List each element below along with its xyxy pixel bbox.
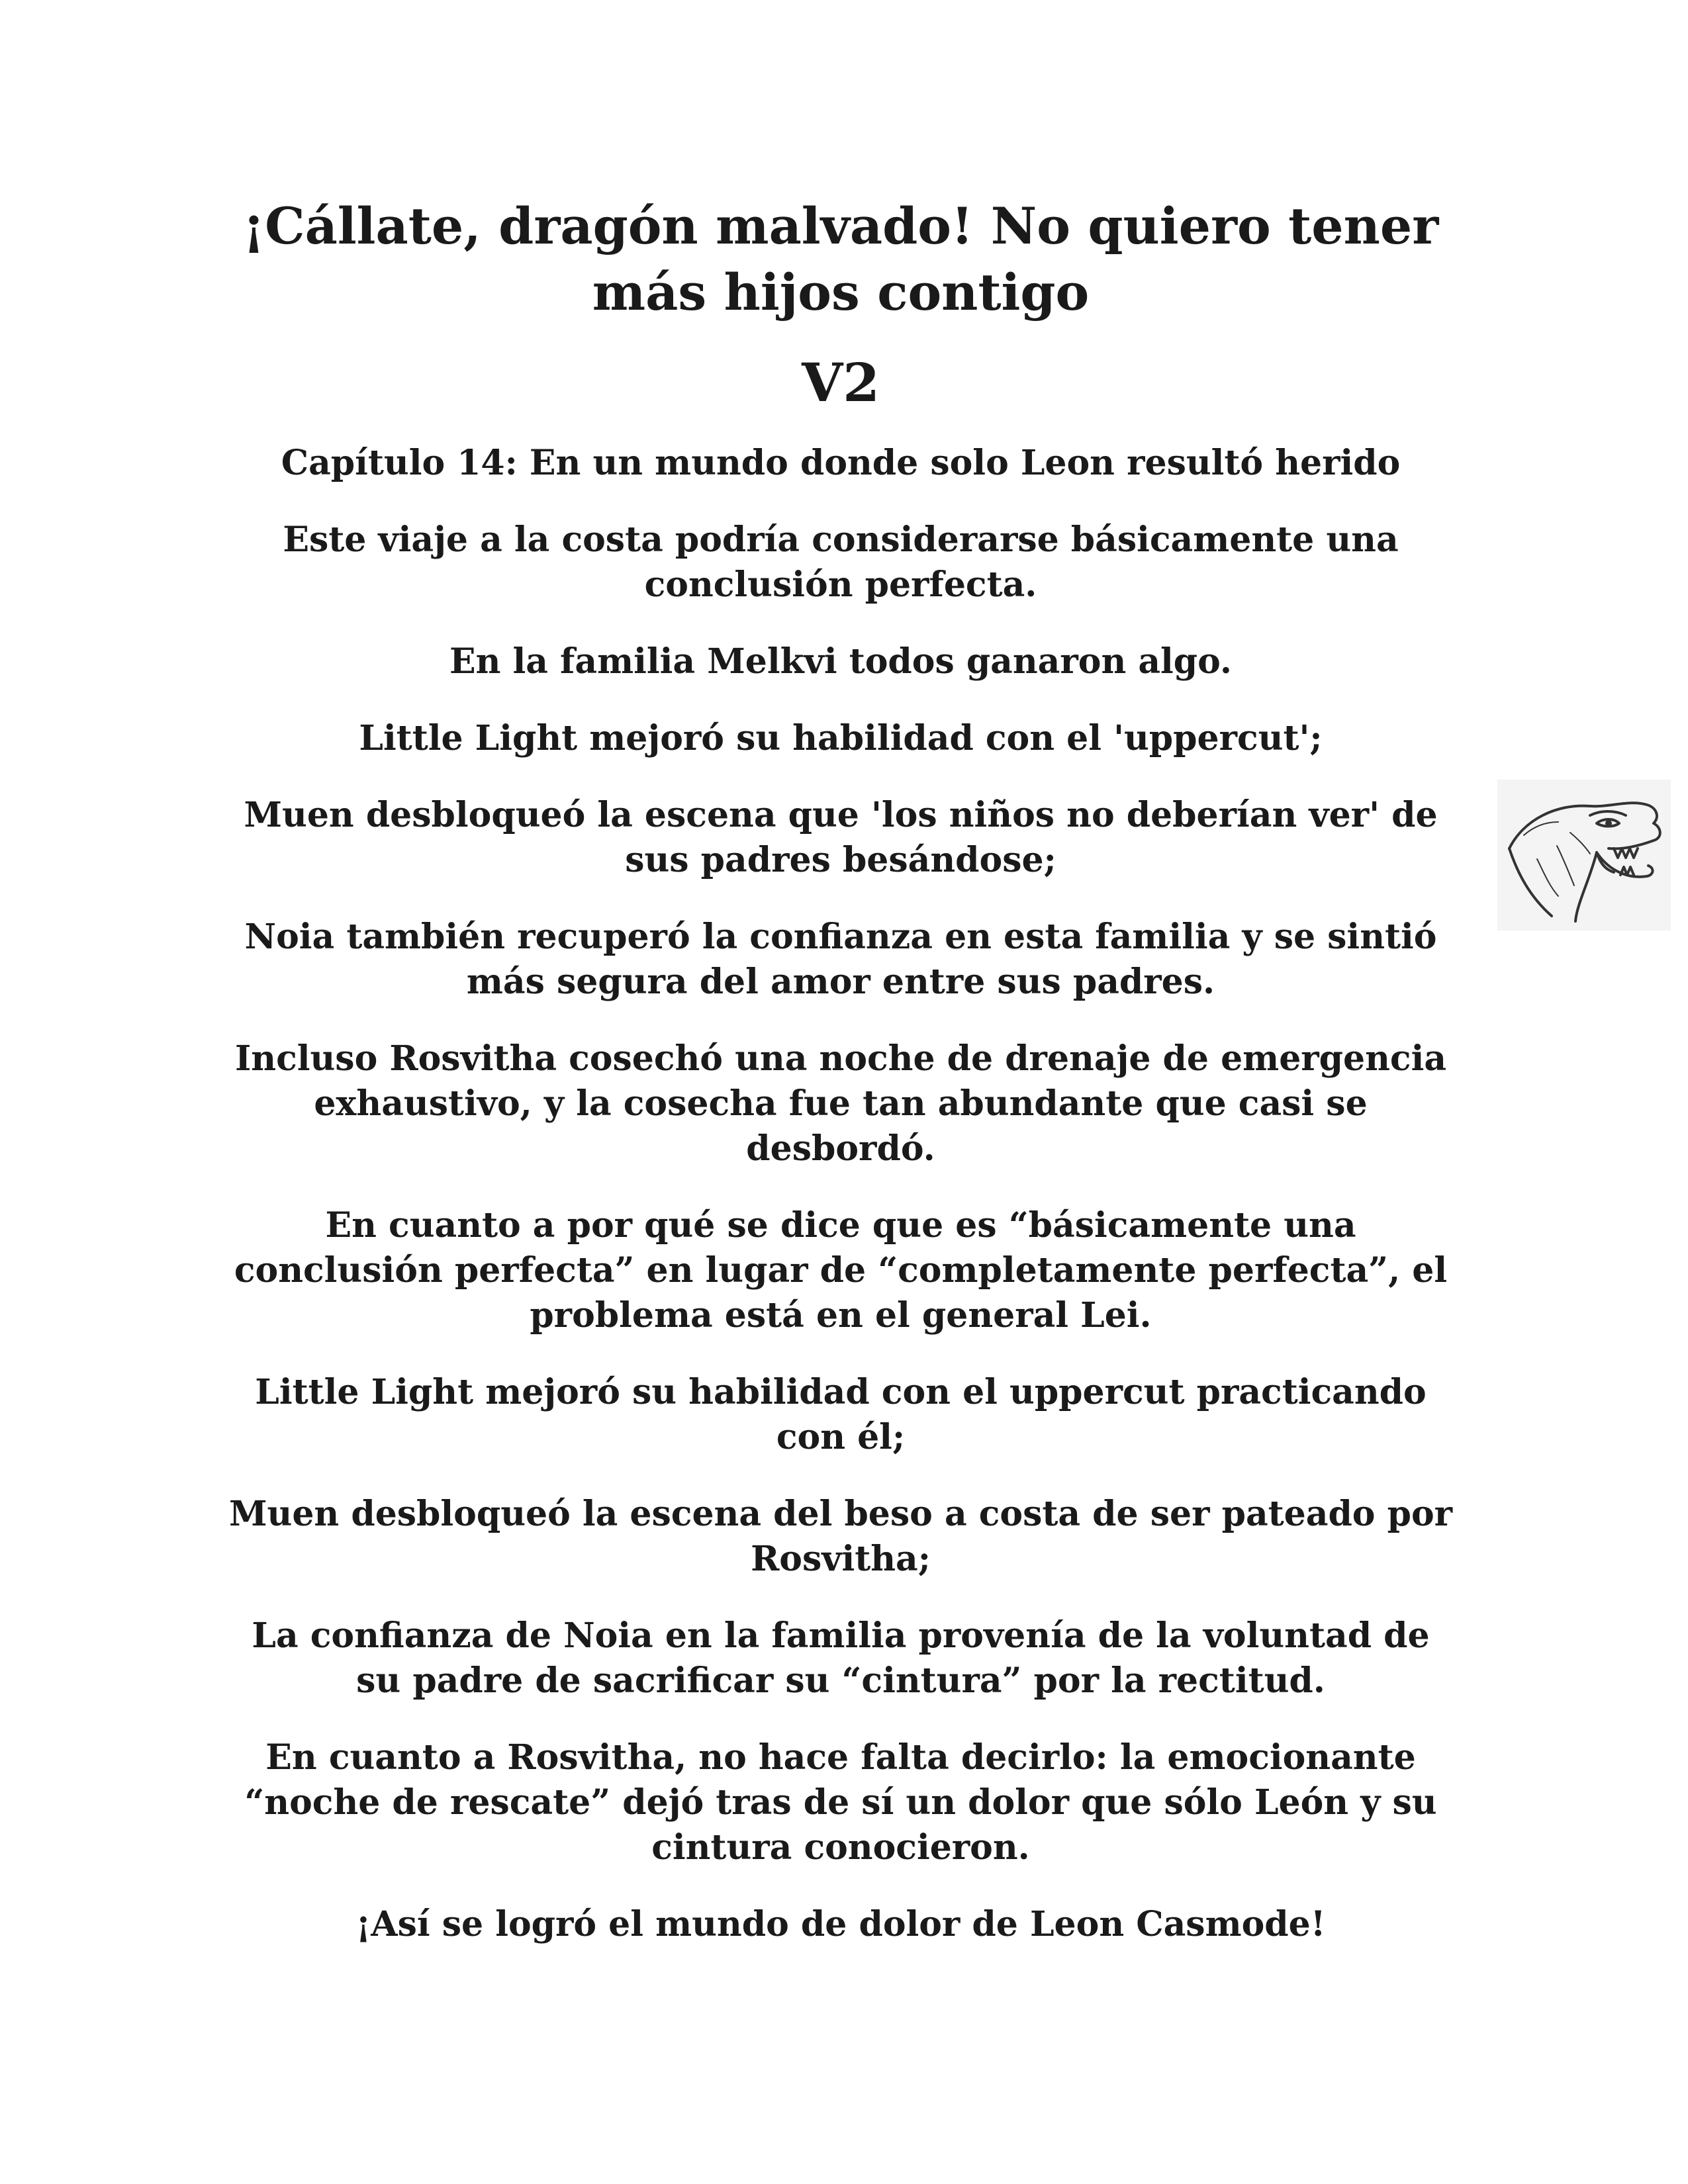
paragraph-10: La confianza de Noia en la familia provenía de la voluntad de su padre de sacrificar su “cintura” por la rectitud. [252,1615,1430,1701]
document-version: V2 [802,351,880,414]
paragraph-3: Little Light mejoró su habilidad con el 'uppercut'; [359,718,1323,758]
paragraph-12: ¡Así se logró el mundo de dolor de Leon Casmode! [355,1904,1326,1944]
paragraph-1: Este viaje a la costa podría considerarse básicamente una conclusión perfecta. [283,520,1399,605]
document-body [225,193,1456,1947]
chapter-heading: Capítulo 14: En un mundo donde solo Leon resultó herido [281,443,1401,483]
dragon-head-sketch-icon [1497,780,1671,931]
paragraph-11: En cuanto a Rosvitha, no hace falta decirlo: la emocionante “noche de rescate” dejó tras de sí un dolor que sólo León y su cintura conocieron. [244,1737,1437,1868]
paragraph-6: Incluso Rosvitha cosechó una noche de drenaje de emergencia exhaustivo, y la cosecha fue tan abundante que casi se desbordó. [234,1038,1447,1169]
paragraph-8: Little Light mejoró su habilidad con el uppercut practicando con él; [255,1372,1427,1457]
paragraph-9: Muen desbloqueó la escena del beso a costa de ser pateado por Rosvitha; [228,1494,1453,1579]
paragraph-7: En cuanto a por qué se dice que es “básicamente una conclusión perfecta” en lugar de “completamente perfecta”, el problema está en el general Lei. [234,1205,1448,1336]
paragraph-2: En la familia Melkvi todos ganaron algo. [449,641,1233,682]
paragraph-4: Muen desbloqueó la escena que 'los niños no deberían ver' de sus padres besándose; [244,795,1438,880]
paragraph-5: Noia también recuperó la confianza en esta familia y se sintió más segura del amor entre sus padres. [244,917,1437,1002]
document-title: ¡Cállate, dragón malvado! No quiero tener más hijos contigo [242,197,1439,322]
